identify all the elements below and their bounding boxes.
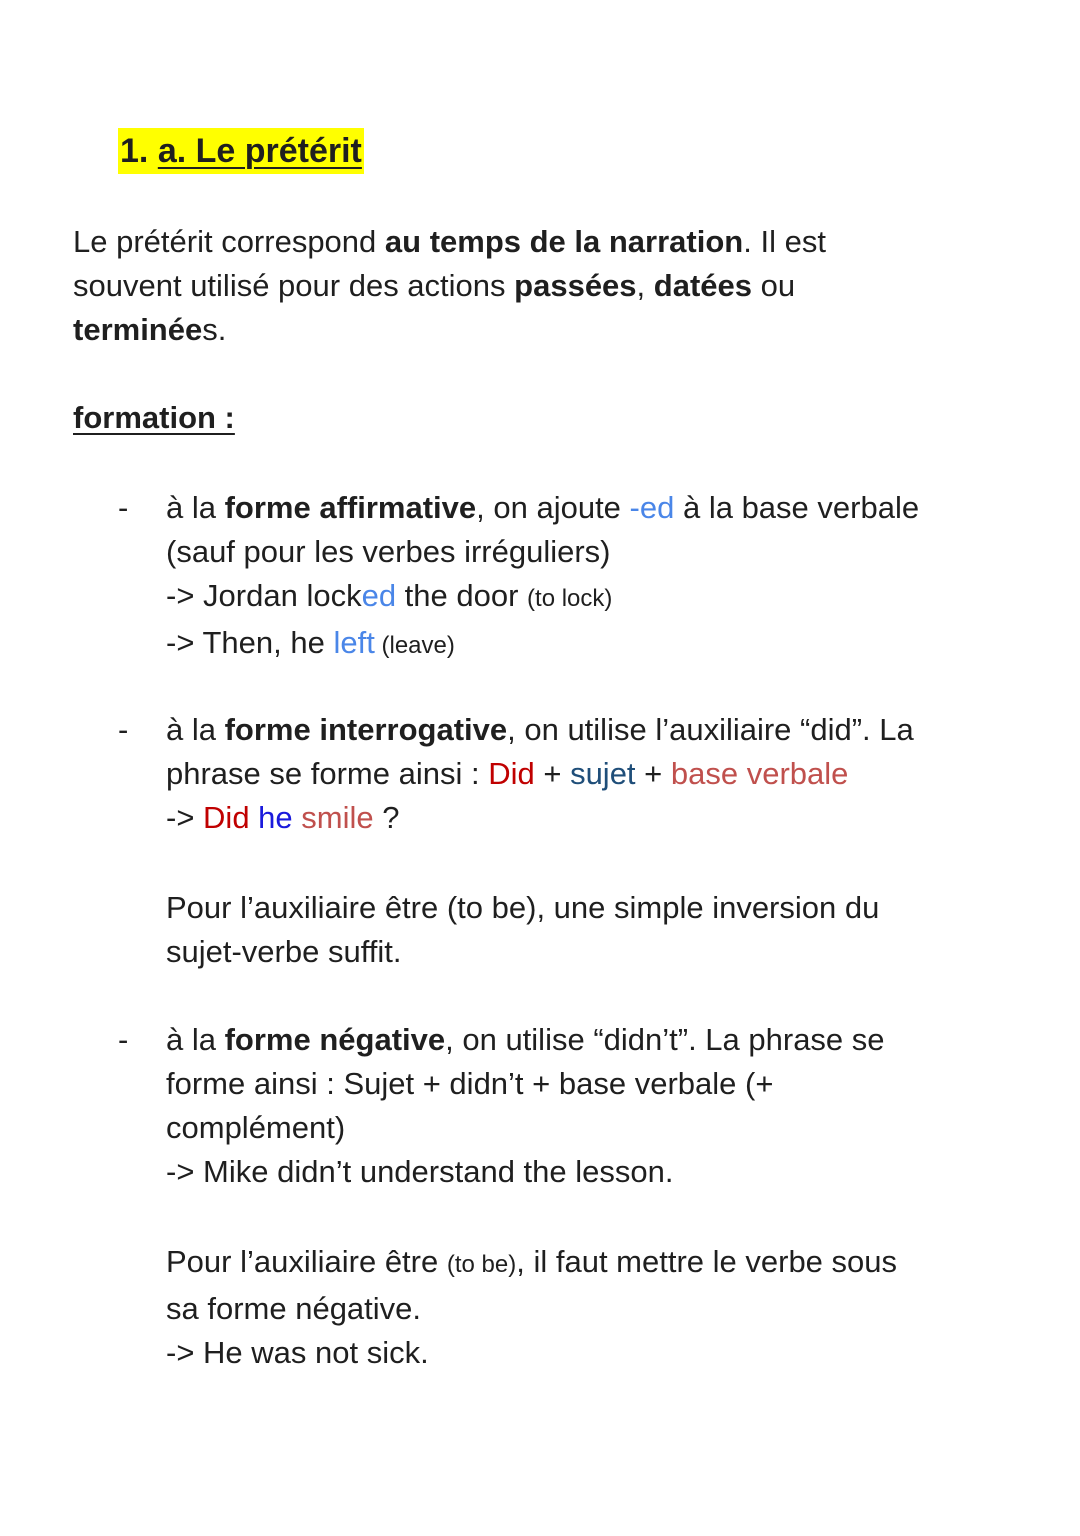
intro-bold-terminees: terminée xyxy=(73,312,203,347)
text: -> xyxy=(166,800,204,835)
intro-text: ou xyxy=(752,268,796,303)
did-word: Did xyxy=(488,756,535,791)
affirmative-line2: (sauf pour les verbes irréguliers) xyxy=(166,534,611,569)
affirmative-example-2 xyxy=(166,621,1026,668)
intro-text: souvent utilisé pour des actions xyxy=(73,268,515,303)
intro-paragraph xyxy=(73,220,933,352)
note-line: sa forme négative. xyxy=(166,1291,422,1326)
bold-forme-affirmative: forme affirmative xyxy=(224,490,477,525)
note: (to be) xyxy=(446,1251,517,1278)
text: + xyxy=(534,756,571,791)
interrogative-note xyxy=(166,886,1026,974)
text: ? xyxy=(373,800,400,835)
bold-forme-interrogative: forme interrogative xyxy=(224,712,508,747)
text: à la xyxy=(166,712,225,747)
note: (to lock) xyxy=(527,585,613,612)
title-label: a. Le prétérit xyxy=(157,132,362,170)
bullet-dash: - xyxy=(118,490,129,525)
affirmative-section xyxy=(166,486,1026,668)
title-number: 1. xyxy=(120,132,149,170)
note-line: sujet-verbe suffit. xyxy=(166,934,402,969)
intro-bold-narration: au temps de la narration xyxy=(384,224,744,259)
text: -> Then, he xyxy=(166,625,334,660)
text: -> Jordan lock xyxy=(166,578,362,613)
intro-text: Le prétérit correspond xyxy=(73,224,385,259)
affirmative-example-1 xyxy=(166,574,1026,621)
intro-bold-passees: passées xyxy=(514,268,637,303)
text: Pour l’auxiliaire être xyxy=(166,1244,447,1279)
did-word: Did xyxy=(203,800,250,835)
negative-line3: complément) xyxy=(166,1110,346,1145)
text: à la base verbale xyxy=(674,490,920,525)
text: , il faut mettre le verbe sous xyxy=(516,1244,898,1279)
bold-forme-negative: forme négative xyxy=(224,1022,446,1057)
intro-text: s. xyxy=(202,312,227,347)
page-title xyxy=(118,128,364,174)
intro-bold-datees: datées xyxy=(653,268,753,303)
negative-example: -> Mike didn’t understand the lesson. xyxy=(166,1154,674,1189)
text: , on utilise l’auxiliaire “did”. La xyxy=(507,712,914,747)
verb-left: left xyxy=(333,625,375,660)
note: (leave) xyxy=(374,632,455,659)
text: , on ajoute xyxy=(476,490,630,525)
base-verbale-word: base verbale xyxy=(670,756,849,791)
negative-section xyxy=(166,1018,1026,1194)
interrogative-section xyxy=(166,708,1026,840)
text: à la xyxy=(166,490,225,525)
negative-note xyxy=(166,1240,1026,1375)
sujet-word: sujet xyxy=(570,756,636,791)
note-example: -> He was not sick. xyxy=(166,1335,429,1370)
intro-text: , xyxy=(636,268,654,303)
bullet-dash: - xyxy=(118,712,129,747)
ed-suffix: -ed xyxy=(629,490,675,525)
intro-text: . Il est xyxy=(743,224,826,259)
smile-word: smile xyxy=(292,800,374,835)
text: à la xyxy=(166,1022,225,1057)
text: the door xyxy=(396,578,528,613)
text: phrase se forme ainsi : xyxy=(166,756,489,791)
negative-line2: forme ainsi : Sujet + didn’t + base verbale (+ xyxy=(166,1066,774,1101)
interrogative-example xyxy=(166,796,1026,840)
formation-heading: formation : xyxy=(73,400,235,435)
text: + xyxy=(635,756,671,791)
he-word: he xyxy=(249,800,293,835)
note-line: Pour l’auxiliaire être (to be), une simple inversion du xyxy=(166,890,880,925)
text: , on utilise “didn’t”. La phrase se xyxy=(445,1022,885,1057)
bullet-dash: - xyxy=(118,1022,129,1057)
ed-suffix: ed xyxy=(361,578,397,613)
